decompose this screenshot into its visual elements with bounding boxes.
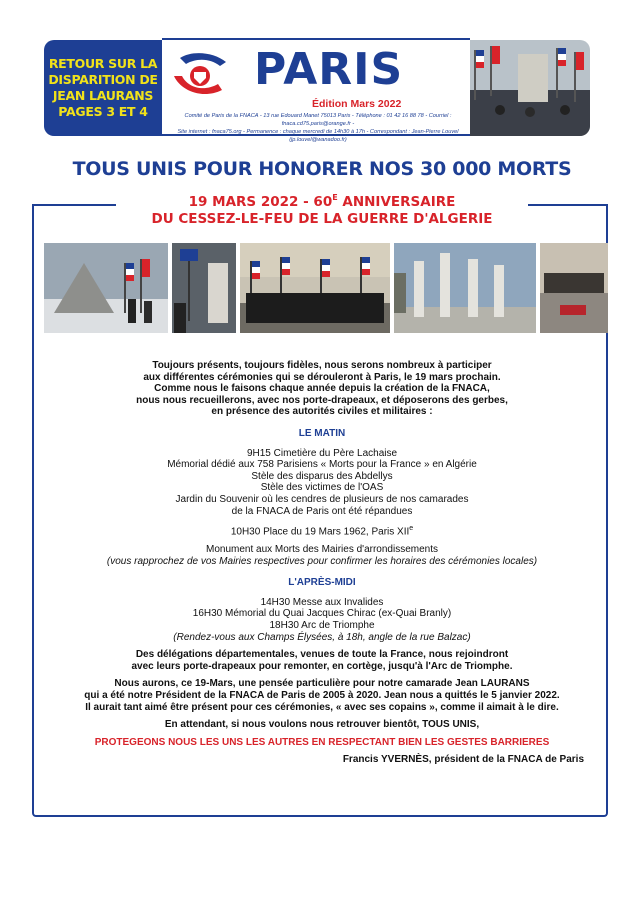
slogan: PROTEGEONS NOUS LES UNS LES AUTRES EN RESPECTANT BIEN LES GESTES BARRIERES	[94, 736, 550, 748]
section-afternoon-title: L'APRÈS-MIDI	[288, 577, 356, 589]
morning-monument: Monument aux Morts des Mairies d'arrondissements	[205, 544, 438, 556]
fnaca-logo	[170, 48, 230, 102]
edition-label: Édition Mars 2022	[312, 98, 402, 110]
photo-plaque	[172, 243, 236, 333]
morning-schedule: 9H15 Cimetière du Père Lachaise Mémorial dédié aux 758 Parisiens « Morts pour la France » en Algérie Stèle des disparus des Abdellys Stèle des victimes de l'OAS Jardin du Souvenir où les cendres de plusieurs de nos camarades de la FNACA de Paris ont été répandues	[167, 447, 477, 517]
afternoon-schedule: 14H30 Messe aux Invalides 16H30 Mémorial du Quai Jacques Chirac (ex-Quai Branly) 18H30 Arc de Triomphe (Rendez-vous aux Champs Élysées, à 18h, angle de la rue Balzac)	[173, 596, 471, 643]
promo-text: RETOUR SUR LA DISPARITION DE JEAN LAURANS PAGES 3 ET 4	[48, 56, 158, 119]
delegations-paragraph: Des délégations départementales, venues de toute la France, nous rejoindront avec leurs porte-drapeaux pour remonter, en cortège, jusqu'à l'Arc de Triomphe.	[131, 649, 513, 672]
article-body	[60, 360, 584, 766]
masthead	[44, 38, 590, 143]
frame-top-right	[528, 204, 608, 206]
intro-paragraph: Toujours présents, toujours fidèles, nous serons nombreux à participer aux différentes cérémonies qui se dérouleront à Paris, le 19 mars prochain. Comme nous le faisons chaque année depuis la création de la FNACA, nous nous recueillerons, avec nos porte-drapeaux, et déposerons des gerbes, en présence des autorités civiles et militaires :	[136, 360, 508, 418]
promo-box[interactable]	[44, 40, 162, 136]
sub-headline-line1: 19 MARS $2022 - 60^E$ ANNIVERSAIRE	[188, 193, 456, 210]
header-photo	[470, 40, 590, 136]
morning-note: (vous rapprochez de vos Mairies respectives pour confirmer les horaires des cérémonies locales)	[106, 555, 538, 567]
main-headline: TOUS UNIS POUR HONORER NOS 30 000 MORTS	[72, 158, 572, 180]
signature: Francis YVERNÈS, président de la FNACA de Paris	[342, 754, 584, 766]
photo-arc-triomphe	[540, 243, 608, 333]
contact-info: Comité de Paris de la FNACA - 13 rue Edouard Manet 75013 Paris - Téléphone : 01 42 16 88 78 - Courriel : fnaca.cd75.paris@orange.fr - Site internet : fnaca75.org - Permanence : chaque mercredi de 14h30 à 17h - Correspondant : Jean-Pierre Louvel (jp.louvel@wanadoo.fr)	[177, 113, 459, 143]
closing-line: En attendant, si nous voulons nous retrouver bientôt, TOUS UNIS,	[164, 719, 480, 731]
photo-parade	[240, 243, 390, 333]
sub-headline-line2: DU CESSEZ-LE-FEU DE LA GUERRE D'ALGERIE	[151, 211, 493, 227]
morning-place: 10H30 Place du 19 Mars 1962, Paris XIIe	[230, 525, 414, 538]
masthead-center	[162, 38, 470, 143]
photo-memorial	[44, 243, 168, 333]
frame-top-left	[32, 204, 116, 206]
tribute-paragraph: Nous aurons, ce 19-Mars, une pensée particulière pour notre camarade Jean LAURANS qui a été notre Président de la FNACA de Paris de 2005 à 2020. Jean nous a quittés le 5 janvier 2022. Il aurait tant aimé être présent pour ces cérémonies, « avec ses copains », comme il aimait à le dire.	[84, 678, 560, 713]
photo-monument	[394, 243, 536, 333]
section-morning-title: LE MATIN	[298, 427, 346, 439]
city-title: PARIS	[254, 44, 404, 95]
